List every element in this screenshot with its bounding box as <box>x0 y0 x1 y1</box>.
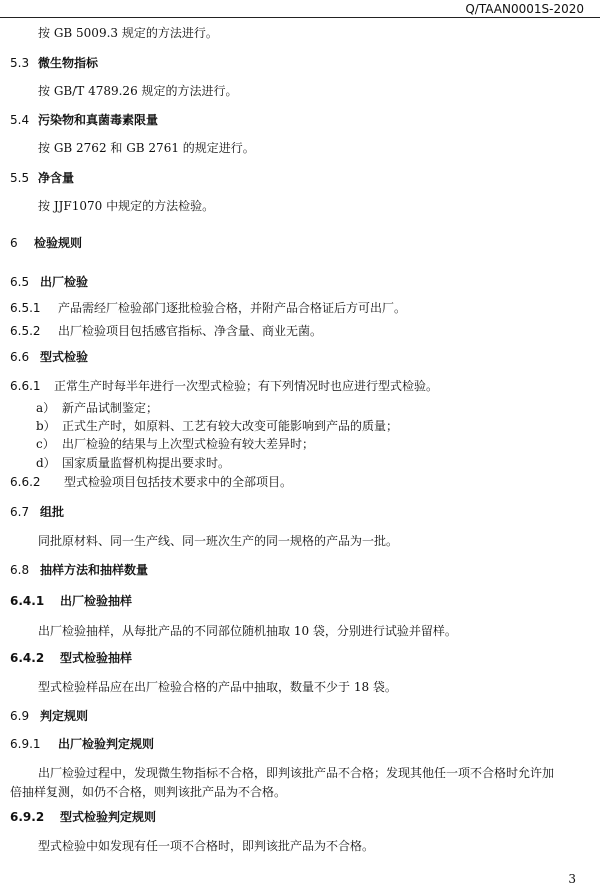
section-number: 6.5 <box>10 275 30 289</box>
section-number: 6.7 <box>10 505 30 519</box>
clause-text: 产品需经厂检验部门逐批检验合格，并附产品合格证后方可出厂。 <box>58 301 407 315</box>
paragraph: 按 GB 5009.3 规定的方法进行。 <box>38 26 218 40</box>
clause-number: 6.6.1 <box>10 379 41 393</box>
header-rule <box>0 17 600 18</box>
list-item: 正式生产时，如原料、工艺有较大改变可能影响到产品的质量； <box>62 419 399 433</box>
paragraph: 按 GB/T 4789.26 规定的方法进行。 <box>38 84 238 98</box>
section-title: 净含量 <box>38 171 75 185</box>
section-title: 组批 <box>40 505 65 519</box>
section-number: 5.4 <box>10 113 30 127</box>
list-item-marker: b） <box>36 419 56 433</box>
paragraph-line: 出厂检验过程中，发现微生物指标不合格，即判该批产品不合格；发现其他任一项不合格时允许加 <box>38 766 555 780</box>
clause-number: 6.9.1 <box>10 737 41 751</box>
section-number: 5.3 <box>10 56 30 70</box>
paragraph: 按 JJF1070 中规定的方法检验。 <box>38 199 215 213</box>
paragraph: 型式检验中如发现有任一项不合格时，即判该批产品为不合格。 <box>38 839 375 853</box>
clause-number: 6.5.1 <box>10 301 41 315</box>
section-number: 5.5 <box>10 171 30 185</box>
section-number: 6.8 <box>10 563 30 577</box>
section-number: 6 <box>10 236 18 250</box>
clause-number: 6.9.2 <box>10 810 45 824</box>
section-number: 6.9 <box>10 709 30 723</box>
list-item-marker: c） <box>36 437 55 451</box>
paragraph: 型式检验样品应在出厂检验合格的产品中抽取，数量不少于 18 袋。 <box>38 680 397 694</box>
section-title: 出厂检验 <box>40 275 89 289</box>
clause-number: 6.5.2 <box>10 324 41 338</box>
clause-title: 出厂检验判定规则 <box>58 737 155 751</box>
clause-number: 6.6.2 <box>10 475 41 489</box>
clause-text: 出厂检验项目包括感官指标、净含量、商业无菌。 <box>58 324 323 338</box>
clause-text: 型式检验项目包括技术要求中的全部项目。 <box>64 475 293 489</box>
section-title: 判定规则 <box>40 709 89 723</box>
paragraph: 按 GB 2762 和 GB 2761 的规定进行。 <box>38 141 255 155</box>
section-title: 检验规则 <box>34 236 83 250</box>
section-title: 微生物指标 <box>38 56 99 70</box>
clause-title: 型式检验判定规则 <box>60 810 157 824</box>
section-title: 污染物和真菌毒素限量 <box>38 113 159 127</box>
clause-title: 出厂检验抽样 <box>60 594 133 608</box>
list-item-marker: a） <box>36 401 56 415</box>
section-title: 抽样方法和抽样数量 <box>40 563 149 577</box>
clause-number: 6.4.1 <box>10 594 45 608</box>
clause-number: 6.4.2 <box>10 651 45 665</box>
section-number: 6.6 <box>10 350 30 364</box>
list-item: 新产品试制鉴定； <box>62 401 159 415</box>
clause-title: 型式检验抽样 <box>60 651 133 665</box>
page-number: 3 <box>568 872 576 886</box>
paragraph-line: 倍抽样复测，如仍不合格，则判该批产品为不合格。 <box>10 785 287 799</box>
clause-text: 正常生产时每半年进行一次型式检验；有下列情况时也应进行型式检验。 <box>54 379 439 393</box>
list-item: 出厂检验的结果与上次型式检验有较大差异时； <box>62 437 315 451</box>
list-item-marker: d） <box>36 456 56 470</box>
section-title: 型式检验 <box>40 350 89 364</box>
document-code: Q/TAAN0001S-2020 <box>465 2 584 16</box>
paragraph: 同批原材料、同一生产线、同一班次生产的同一规格的产品为一批。 <box>38 534 399 548</box>
paragraph: 出厂检验抽样，从每批产品的不同部位随机抽取 10 袋，分别进行试验并留样。 <box>38 624 457 638</box>
list-item: 国家质量监督机构提出要求时。 <box>62 456 231 470</box>
